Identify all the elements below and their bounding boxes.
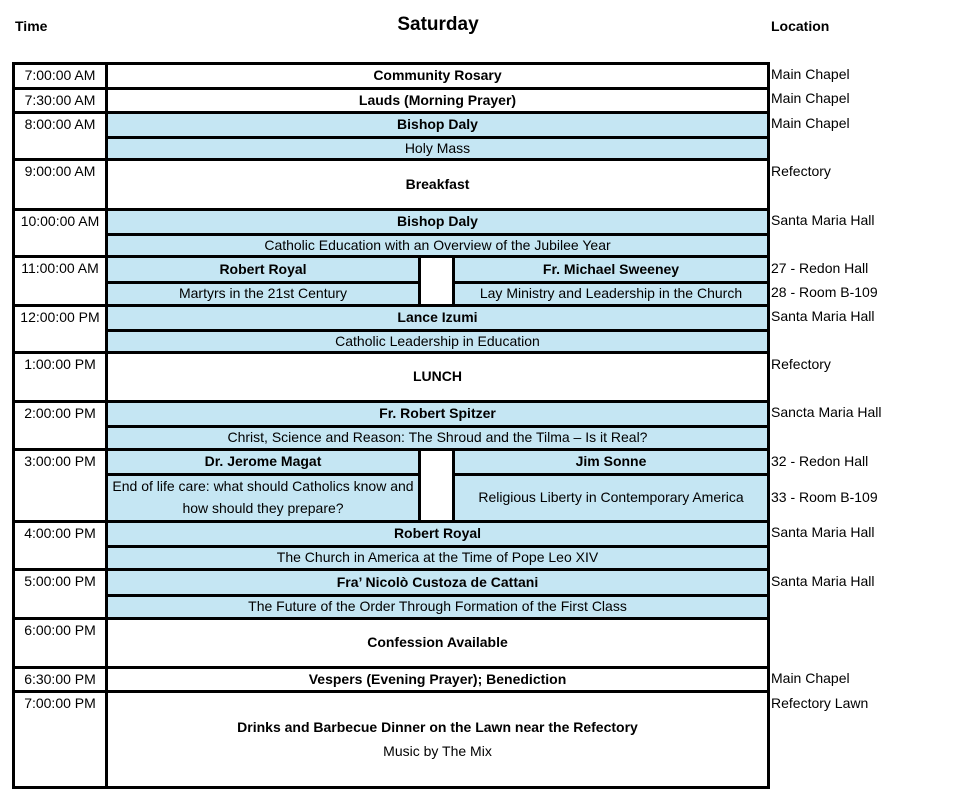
cell-text: Lauds (Morning Prayer) <box>358 91 517 108</box>
talk-cell <box>455 476 767 520</box>
talk-cell <box>108 428 767 448</box>
time-cell <box>15 571 105 617</box>
cell-text: LUNCH <box>413 368 462 385</box>
table-border-right <box>767 62 770 789</box>
cell-text: 12:00:00 PM <box>20 309 100 325</box>
event-cell <box>108 620 767 666</box>
talk-cell <box>455 284 767 304</box>
cell-text: Breakfast <box>405 175 470 192</box>
speaker-cell <box>455 258 767 281</box>
cell-text: 5:00:00 PM <box>24 573 96 589</box>
location-label: Santa Maria Hall <box>771 308 875 324</box>
event-cell <box>108 65 767 87</box>
cell-text: Catholic Education with an Overview of the Jubilee Year <box>264 236 611 253</box>
event-cell <box>108 161 767 208</box>
cell-text: Jim Sonne <box>575 453 647 470</box>
cell-text: Fr. Robert Spitzer <box>379 405 496 422</box>
talk-cell <box>108 236 767 255</box>
cell-text: Drinks and Barbecue Dinner on the Lawn near the Refectory <box>237 718 638 735</box>
talk-cell <box>108 597 767 617</box>
time-cell <box>15 65 105 87</box>
cell-text: 7:00:00 AM <box>24 67 96 83</box>
cell-text: Martyrs in the 21st Century <box>178 285 348 302</box>
talk-cell <box>108 332 767 351</box>
location-column-header: Location <box>771 18 830 34</box>
location-label: Main Chapel <box>771 90 850 106</box>
location-label: Main Chapel <box>771 670 850 686</box>
location-label: 28 - Room B-109 <box>771 284 878 300</box>
cell-text: Bishop Daly <box>397 213 478 230</box>
speaker-cell <box>108 571 767 594</box>
time-cell <box>15 307 105 351</box>
cell-text: The Church in America at the Time of Pope Leo XIV <box>276 549 599 566</box>
location-label: Refectory <box>771 356 831 372</box>
cell-text: 9:00:00 AM <box>24 163 96 179</box>
speaker-cell <box>108 258 418 281</box>
cell-text: Fra’ Nicolò Custoza de Cattani <box>336 573 539 590</box>
session-gap <box>421 451 455 520</box>
time-cell <box>15 451 105 520</box>
location-label: Sancta Maria Hall <box>771 404 882 420</box>
day-title: Saturday <box>397 14 479 35</box>
cell-text: The Future of the Order Through Formation of the First Class <box>248 598 627 615</box>
cell-text: 7:00:00 PM <box>24 695 96 711</box>
time-cell <box>15 403 105 448</box>
talk-cell <box>108 548 767 568</box>
time-column-header: Time <box>15 18 48 34</box>
cell-text: Dr. Jerome Magat <box>204 453 322 470</box>
location-label: Santa Maria Hall <box>771 524 875 540</box>
talk-cell <box>108 476 418 520</box>
cell-text: 6:30:00 PM <box>24 671 96 687</box>
time-cell <box>15 258 105 304</box>
cell-text: Robert Royal <box>393 525 482 542</box>
time-cell <box>15 114 105 158</box>
location-label: 32 - Redon Hall <box>771 453 869 469</box>
location-label: Main Chapel <box>771 66 850 82</box>
location-label: 33 - Room B-109 <box>771 489 878 505</box>
speaker-cell <box>108 211 767 233</box>
cell-text: 3:00:00 PM <box>24 453 96 469</box>
speaker-cell <box>455 451 767 473</box>
cell-text: 7:30:00 AM <box>24 92 96 108</box>
table-border-bottom <box>12 786 770 789</box>
cell-text: Robert Royal <box>219 260 307 277</box>
location-label: Refectory <box>771 163 831 179</box>
cell-text: Lance Izumi <box>397 309 478 326</box>
cell-text: Christ, Science and Reason: The Shroud and the Tilma – Is it Real? <box>227 429 648 446</box>
location-label: Santa Maria Hall <box>771 573 875 589</box>
location-label: Santa Maria Hall <box>771 212 875 228</box>
cell-text: Music by The Mix <box>383 742 492 759</box>
cell-text: Community Rosary <box>373 67 502 84</box>
cell-text: 2:00:00 PM <box>24 405 96 421</box>
time-cell <box>15 161 105 208</box>
speaker-cell <box>108 523 767 545</box>
time-cell <box>15 90 105 111</box>
cell-text: 6:00:00 PM <box>24 622 96 638</box>
cell-text: 11:00:00 AM <box>21 260 99 276</box>
speaker-cell <box>108 114 767 136</box>
cell-text: Religious Liberty in Contemporary America <box>478 489 744 506</box>
speaker-cell <box>108 307 767 329</box>
time-cell <box>15 354 105 400</box>
time-cell <box>15 669 105 690</box>
time-cell <box>15 620 105 666</box>
talk-cell <box>108 139 767 158</box>
cell-text: Holy Mass <box>404 139 471 156</box>
cell-text: Bishop Daly <box>397 116 478 133</box>
cell-text: End of life care: what should Catholics know and how should they prepare? <box>112 478 414 516</box>
event-cell <box>108 90 767 111</box>
time-cell <box>15 693 105 786</box>
cell-text: Catholic Leadership in Education <box>335 332 540 349</box>
event-cell <box>108 354 767 400</box>
location-label: Refectory Lawn <box>771 695 869 711</box>
cell-text: Fr. Michael Sweeney <box>542 260 680 277</box>
talk-cell <box>108 284 418 304</box>
cell-text: Vespers (Evening Prayer); Benediction <box>308 670 567 687</box>
cell-text: 8:00:00 AM <box>24 116 96 132</box>
location-label: 27 - Redon Hall <box>771 260 869 276</box>
cell-text: 4:00:00 PM <box>24 525 96 541</box>
cell-text: Lay Ministry and Leadership in the Church <box>479 285 743 302</box>
location-label: Main Chapel <box>771 115 850 131</box>
cell-text: 10:00:00 AM <box>20 213 100 229</box>
cell-text: 1:00:00 PM <box>24 356 96 372</box>
cell-text: Confession Available <box>367 634 508 651</box>
speaker-cell <box>108 451 418 473</box>
time-cell <box>15 211 105 255</box>
time-cell <box>15 523 105 568</box>
event-cell <box>108 669 767 690</box>
event-cell <box>108 693 767 786</box>
speaker-cell <box>108 403 767 425</box>
session-gap <box>421 258 455 304</box>
